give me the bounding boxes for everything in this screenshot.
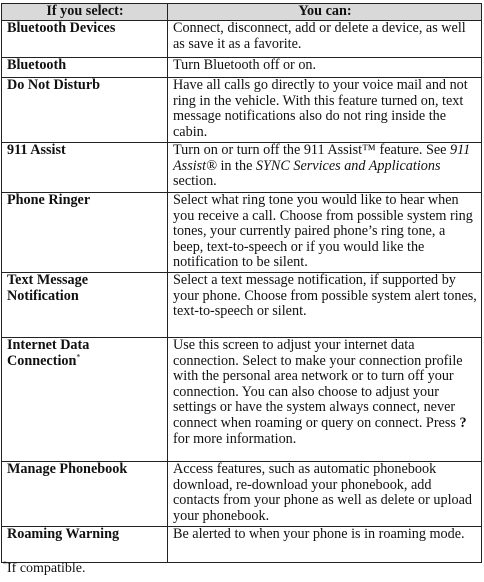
table-row <box>2 143 482 193</box>
description-text: for more information. <box>173 430 297 447</box>
table-header-row <box>2 4 482 21</box>
option-description: Have all calls go directly to your voice mail and not ring in the vehicle. With this feature turned on, text message notifications also do not ring inside the cabin. <box>168 78 482 143</box>
header-if-you-select: If you select: <box>2 4 168 21</box>
table-row <box>2 338 482 462</box>
footnote-marker: * <box>76 351 81 361</box>
option-description: Select a text message notification, if supported by your phone. Choose from possible system alert tones, text-to-speech or silent. <box>168 273 482 338</box>
option-description: Select what ring tone you would like to hear when you receive a call. Choose from possible system ring tones, your currently paired phone’s ring tone, a beep, text-to-speech or if you would like the notification to be silent. <box>168 193 482 273</box>
options-table <box>1 3 482 563</box>
description-text: in the <box>216 157 256 174</box>
option-name: 911 Assist <box>2 143 168 193</box>
option-description: Access features, such as automatic phonebook download, re-download your phonebook, add contacts from your phone as well as delete or upload your phonebook. <box>168 462 482 527</box>
description-text: Use this screen to adjust your internet data connection. Select to make your connection profile with the personal area network or to turn off your connection. You can also choose to adjust your settings or have the system always connect, never connect when roaming or query on connect. Press <box>173 337 463 431</box>
option-name: Bluetooth <box>2 58 168 78</box>
footnote <box>3 561 86 577</box>
table-row <box>2 527 482 563</box>
option-description: Turn Bluetooth off or on. <box>168 58 482 78</box>
option-name: Phone Ringer <box>2 193 168 273</box>
option-description <box>168 143 482 193</box>
option-name <box>2 338 168 462</box>
option-description <box>168 338 482 462</box>
table-row <box>2 273 482 338</box>
footnote-marker: * <box>3 559 7 569</box>
description-text: section. <box>173 173 217 190</box>
option-name: Roaming Warning <box>2 527 168 563</box>
option-name: Do Not Disturb <box>2 78 168 143</box>
option-name: Text Message Notification <box>2 273 168 338</box>
header-you-can: You can: <box>168 4 482 21</box>
option-name-text: Internet Data Connection <box>7 337 90 369</box>
footnote-text: If compatible. <box>7 561 86 576</box>
table-row <box>2 78 482 143</box>
help-symbol: ? <box>459 414 467 431</box>
option-description: Be alerted to when your phone is in roaming mode. <box>168 527 482 563</box>
reference-sync-services: SYNC Services and Applications <box>255 157 441 174</box>
table-row <box>2 193 482 273</box>
option-name: Manage Phonebook <box>2 462 168 527</box>
option-name: Bluetooth Devices <box>2 21 168 58</box>
reference-911-assist: 911 Assist® <box>173 142 471 174</box>
option-description: Connect, disconnect, add or delete a device, as well as save it as a favorite. <box>168 21 482 58</box>
table-row <box>2 21 482 58</box>
table-row <box>2 58 482 78</box>
description-text: Turn on or turn off the 911 Assist™ feature. See <box>173 142 451 158</box>
table-row <box>2 462 482 527</box>
